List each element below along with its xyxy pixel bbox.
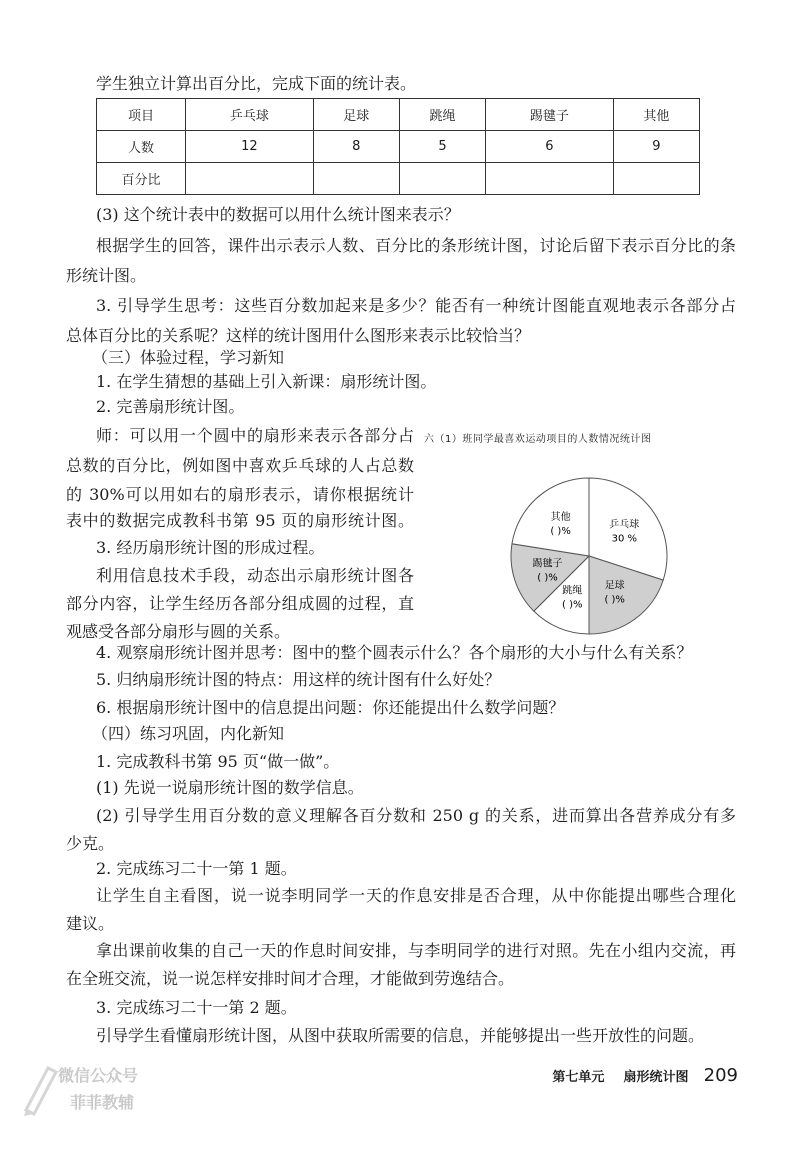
text-line: 少克。 — [66, 834, 115, 853]
pie-slice-label: 跳绳 — [562, 585, 583, 597]
table-cell: 人数 — [97, 131, 186, 163]
text-line: 让学生自主看图，说一说李明同学一天的作息安排是否合理，从中你能提出哪些合理化 — [96, 886, 736, 905]
pie-chart-title: 六（1）班同学最喜欢运动项目的人数情况统计图 — [424, 434, 652, 445]
table-cell: 其他 — [613, 99, 699, 131]
text-line: 部分内容，让学生经历各部分组成圆的过程，直 — [66, 594, 414, 613]
watermark-line2: 菲菲教辅 — [70, 1093, 135, 1112]
text-line: 引导学生看懂扇形统计图，从图中获取所需要的信息，并能够提出一些开放性的问题。 — [96, 1026, 705, 1045]
table-cell: 8 — [313, 131, 399, 163]
intro-text: 学生独立计算出百分比，完成下面的统计表。 — [96, 74, 417, 93]
page-number: 209 — [703, 1065, 738, 1086]
pie-slice-value: 30 % — [611, 533, 638, 545]
footer-chapter: 第七单元 — [552, 1070, 605, 1085]
table-cell: 百分比 — [97, 163, 186, 195]
text-line: 3. 经历扇形统计图的形成过程。 — [96, 538, 325, 557]
text-line: 利用信息技术手段，动态出示扇形统计图各 — [96, 566, 414, 585]
table-cell: 5 — [399, 131, 485, 163]
table-row-header — [97, 99, 700, 131]
text-line: 3. 引导学生思考：这些百分数加起来是多少？能否有一种统计图能直观地表示各部分占 — [96, 296, 736, 315]
table-cell: 跳绳 — [399, 99, 485, 131]
pie-chart — [490, 470, 690, 640]
text-line: 5. 归纳扇形统计图的特点：用这样的统计图有什么好处？ — [96, 670, 501, 689]
pen-icon — [18, 1058, 62, 1118]
table-cell: 6 — [486, 131, 614, 163]
pie-slice-label: 足球 — [604, 580, 625, 592]
text-line: 6. 根据扇形统计图中的信息提出问题：你还能提出什么数学问题？ — [96, 698, 565, 717]
table-cell — [313, 163, 399, 195]
text-line: 拿出课前收集的自己一天的作息时间安排，与李明同学的进行对照。先在小组内交流，再 — [96, 941, 736, 960]
text-line: 2. 完善扇形统计图。 — [96, 397, 245, 416]
table-cell — [486, 163, 614, 195]
table-cell — [186, 163, 314, 195]
pie-slice-value: ( )% — [537, 572, 558, 584]
table-cell — [613, 163, 699, 195]
text-line: 的 30%可以用如右的扇形表示，请你根据统计 — [66, 485, 414, 504]
text-line: 1. 完成教科书第 95 页“做一做”。 — [96, 752, 340, 771]
text-line: 总数的百分比，例如图中喜欢乒乓球的人占总数 — [66, 456, 414, 475]
text-line: 3. 完成练习二十一第 2 题。 — [96, 998, 297, 1017]
pie-slice-value: ( )% — [562, 599, 583, 611]
text-line: 形统计图。 — [66, 266, 147, 285]
text-line: 4. 观察扇形统计图并思考：图中的整个圆表示什么？各个扇形的大小与什么有关系？ — [96, 643, 693, 662]
text-line: (2) 引导学生用百分数的意义理解各百分数和 250 g 的关系，进而算出各营养成分有多 — [96, 806, 736, 825]
table-row-count — [97, 131, 700, 163]
text-line: (1) 先说一说扇形统计图的数学信息。 — [96, 778, 364, 797]
text-line: 建议。 — [66, 914, 115, 933]
text-line: 观感受各部分扇形与圆的关系。 — [66, 622, 291, 641]
section-heading: （三）体验过程，学习新知 — [92, 348, 285, 367]
watermark-line1: 微信公众号 — [58, 1066, 139, 1085]
text-line: 师：可以用一个圆中的扇形来表示各部分占 — [96, 426, 414, 445]
pie-slice-value: ( )% — [550, 525, 571, 537]
text-line: (3) 这个统计表中的数据可以用什么统计图来表示？ — [96, 205, 460, 224]
text-line: 表中的数据完成教科书第 95 页的扇形统计图。 — [66, 511, 414, 530]
table-cell: 9 — [613, 131, 699, 163]
pie-slice-label: 乒乓球 — [609, 519, 640, 531]
table-cell: 12 — [186, 131, 314, 163]
pie-slice-label: 踢毽子 — [532, 558, 563, 570]
section-heading: （四）练习巩固，内化新知 — [92, 724, 285, 743]
table-cell: 足球 — [313, 99, 399, 131]
table-row-percent — [97, 163, 700, 195]
text-line: 在全班交流，说一说怎样安排时间才合理，才能做到劳逸结合。 — [66, 969, 515, 988]
text-line: 根据学生的回答，课件出示表示人数、百分比的条形统计图，讨论后留下表示百分比的条 — [96, 236, 736, 255]
text-line: 总体百分比的关系呢？这样的统计图用什么图形来表示比较恰当？ — [66, 326, 531, 345]
pie-slice-value: ( )% — [604, 594, 625, 606]
table-cell — [399, 163, 485, 195]
text-line: 2. 完成练习二十一第 1 题。 — [96, 859, 297, 878]
table-cell: 项目 — [97, 99, 186, 131]
table-cell: 踢毽子 — [486, 99, 614, 131]
statistics-table — [96, 98, 700, 195]
footer-title: 扇形统计图 — [623, 1070, 689, 1085]
text-line: 1. 在学生猜想的基础上引入新课：扇形统计图。 — [96, 372, 437, 391]
table-cell: 乒乓球 — [186, 99, 314, 131]
watermark — [18, 1058, 158, 1128]
pie-slice-label: 其他 — [550, 511, 571, 523]
page-footer — [552, 1065, 738, 1086]
